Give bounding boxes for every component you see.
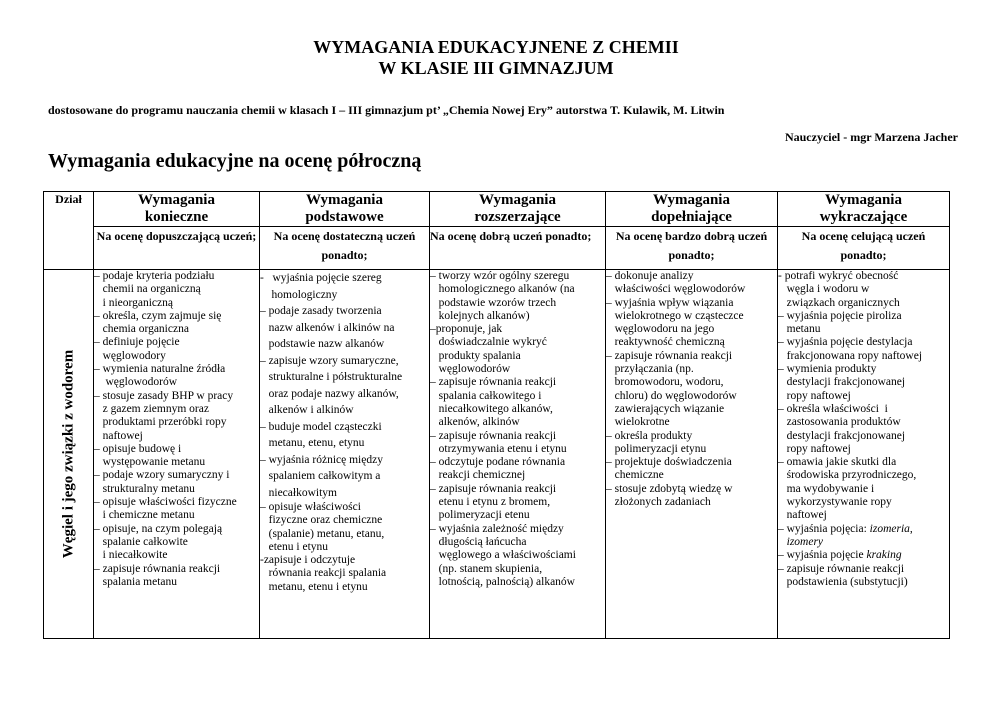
list-item: – wymienia naturalne źródła węglowodorów — [94, 363, 226, 389]
col-header-line2: wykraczające — [819, 209, 908, 225]
col-header-podstawowe — [260, 192, 430, 227]
col-header-line2: rozszerzające — [474, 209, 561, 225]
list-item: – zapisuje równania reakcji spalania całkowitego i niecałkowitego alkanów, alkenów, alkinów — [430, 376, 557, 429]
item-text: – wyjaśnia pojęcie — [778, 549, 867, 562]
list-item: – zapisuje równania reakcji otrzymywania etenu i etynu — [430, 429, 567, 455]
list-item: – odczytuje podane równania reakcji chemicznej — [430, 456, 566, 482]
requirements-table — [43, 191, 950, 639]
row-label: Węgiel i jego związki z wodorem — [60, 349, 76, 559]
table-header-row — [44, 192, 950, 227]
list-item: – wyjaśnia zależność między długością łańcucha węglowego a właściwościami (np. stanem skupienia, lotnością, palnością) alkanów — [430, 522, 576, 588]
grade-dostateczna: Na ocenę dostateczną uczeń ponadto; — [260, 227, 430, 270]
row-label-cell — [44, 270, 94, 639]
grade-dobra: Na ocenę dobrą uczeń ponadto; — [430, 227, 606, 270]
list-item: – opisuje, na czym polegają spalanie całkowite i niecałkowite — [94, 522, 223, 562]
item-text: – wyjaśnia pojęcia: — [778, 522, 870, 535]
teacher-name: Nauczyciel - mgr Marzena Jacher — [784, 130, 958, 144]
list-item: – wymienia produkty destylacji frakcjonowanej ropy naftowej — [778, 363, 906, 402]
list-item: – określa, czym zajmuje się chemia organiczna — [94, 309, 222, 336]
term-izomeria: izomeria — [869, 522, 910, 535]
col-header-line2: dopełniające — [651, 209, 732, 225]
section-title: Wymagania edukacyjne na ocenę półroczną — [48, 150, 422, 172]
col-podstawowe-content — [260, 270, 430, 639]
list-item: – dokonuje analizy właściwości węglowodorów — [606, 270, 746, 296]
list-item: – buduje model cząsteczki metanu, etenu, etynu — [260, 420, 382, 449]
document-title-line1: WYMAGANIA EDUKACYJNENE Z CHEMII — [313, 37, 679, 57]
list-item: – zapisuje równanie reakcji podstawienia (substytucji) — [778, 562, 908, 588]
list-item: – zapisuje równania reakcji przyłączania (np. bromowodoru, wodoru, chloru) do węglowodorów zawierających wiązanie wielokrotne — [606, 349, 737, 429]
col-header-line1: Wymagania — [306, 192, 383, 208]
grade-celujaca: Na ocenę celującą uczeń ponadto; — [778, 227, 950, 270]
list-item: – tworzy wzór ogólny szeregu homologicznego alkanów (na podstawie wzorów trzech kolejnych alkanów) — [430, 270, 575, 322]
col-header-wykraczajace — [778, 192, 950, 227]
content-row — [44, 270, 950, 639]
list-item: – stosuje zasady BHP w pracy z gazem ziemnym oraz produktami przeróbki ropy naftowej — [94, 389, 234, 442]
col-dopelniajace-content — [606, 270, 778, 639]
list-item: -zapisuje i odczytuje równania reakcji spalania metanu, etenu i etynu — [260, 554, 387, 593]
list-item: – opisuje właściwości fizyczne i chemiczne metanu — [94, 496, 237, 522]
list-item — [778, 549, 949, 562]
list-item: – zapisuje wzory sumaryczne, strukturalne i półstrukturalne oraz podaje nazwy alkanów, alkenów i alkinów — [260, 354, 403, 416]
list-item: – wyjaśnia pojęcie piroliza metanu — [778, 309, 902, 336]
grade-dopuszczajaca: Na ocenę dopuszczającą uczeń; — [94, 227, 260, 270]
col-header-line2: konieczne — [144, 209, 209, 225]
list-item: – omawia jakie skutki dla środowiska przyrodniczego, ma wydobywanie i wykorzystywanie ropy naftowej — [778, 456, 917, 522]
term-izomery: izomery — [786, 535, 824, 548]
list-item: – określa produkty polimeryzacji etynu — [606, 429, 707, 455]
list-item: – wyjaśnia pojęcie destylacja frakcjonowana ropy naftowej — [778, 336, 923, 362]
list-item: – podaje kryteria podziału chemii na organiczną i nieorganiczną — [94, 270, 215, 309]
col-header-rozszerzajace — [430, 192, 606, 227]
col-rozszerzajace-content — [430, 270, 606, 639]
list-item: - potrafi wykryć obecność węgla i wodoru w związkach organicznych — [778, 270, 900, 309]
col-konieczne-content — [94, 270, 260, 639]
list-item: – definiuje pojęcie węglowodory — [94, 336, 180, 362]
list-item: – określa właściwości i zastosowania produktów destylacji frakcjonowanej ropy naftowej — [778, 402, 906, 455]
list-item: – projektuje doświadczenia chemiczne — [606, 456, 732, 482]
document-title-line2: W KLASIE III GIMNAZJUM — [378, 58, 614, 78]
list-item: – podaje wzory sumaryczny i strukturalny metanu — [94, 469, 230, 495]
dzial-header: Dział — [44, 192, 94, 270]
list-item: – zapisuje równania reakcji spalania metanu — [94, 562, 221, 588]
grade-bardzo-dobra: Na ocenę bardzo dobrą uczeń ponadto; — [606, 227, 778, 270]
col-header-line2: podstawowe — [305, 209, 384, 225]
col-header-line1: Wymagania — [825, 192, 902, 208]
list-item: – wyjaśnia wpływ wiązania wielokrotnego w cząsteczce węglowodoru na jego reaktywność chemiczną — [606, 296, 744, 349]
col-header-line1: Wymagania — [479, 192, 556, 208]
list-item: – opisuje właściwości fizyczne oraz chemiczne (spalanie) metanu, etanu, etenu i etynu — [260, 501, 385, 553]
list-item: –proponuje, jak doświadczalnie wykryć produkty spalania węglowodorów — [430, 323, 547, 376]
list-item: – podaje zasady tworzenia nazw alkenów i alkinów na podstawie nazw alkanów — [260, 305, 395, 350]
col-header-line1: Wymagania — [653, 192, 730, 208]
col-header-line1: Wymagania — [138, 192, 215, 208]
col-header-dopelniajace — [606, 192, 778, 227]
list-item: – opisuje budowę i występowanie metanu — [94, 442, 206, 469]
list-item: – wyjaśnia pojęcia: izomeria, izomery — [778, 522, 913, 548]
list-item: - wyjaśnia pojęcie szereg homologiczny — [260, 272, 382, 301]
document-subtitle: dostosowane do programu nauczania chemii w klasach I – III gimnazjum pt’ „Chemia Nowej Ery” autorstwa T. Kulawik, M. Litwin — [48, 103, 725, 117]
grade-row — [44, 227, 950, 270]
list-item: – stosuje zdobytą wiedzę w złożonych zadaniach — [606, 482, 733, 509]
col-wykraczajace-content — [778, 270, 950, 639]
term-kraking: kraking — [866, 549, 902, 562]
col-header-konieczne — [94, 192, 260, 227]
list-item: – zapisuje równania reakcji etenu i etynu z bromem, polimeryzacji etenu — [430, 482, 557, 522]
list-item: – wyjaśnia różnicę między spalaniem całkowitym a niecałkowitym — [260, 453, 383, 499]
